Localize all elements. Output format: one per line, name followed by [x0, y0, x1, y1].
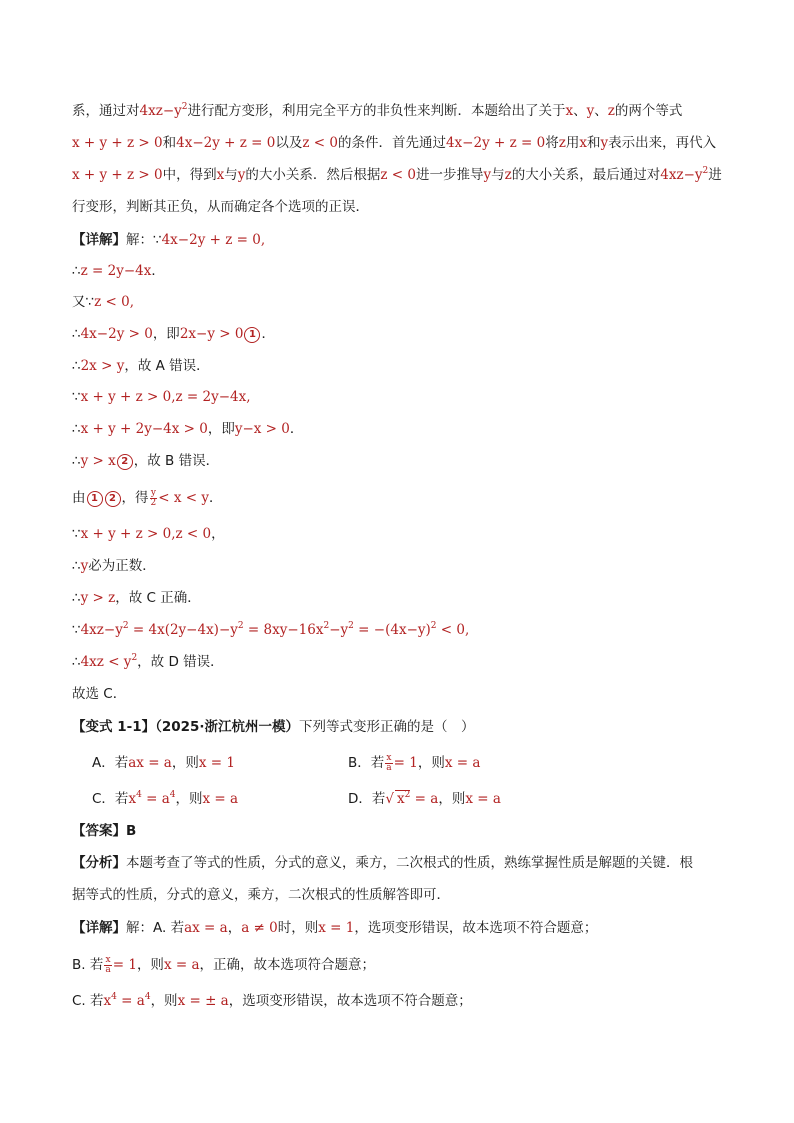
solution-line-3: 又∵z < 0, — [72, 294, 134, 310]
math-expr: y > z — [80, 590, 116, 606]
fraction: $\frac{y}{2}$ — [150, 487, 157, 508]
circled-number: 1 — [244, 327, 260, 343]
math-expr: x + y + z > 0,z = 2y−4x, — [80, 389, 251, 405]
math-expr: 4x−2y + z = 0, — [161, 232, 266, 248]
variant-tag: 【变式 1-1】 — [72, 719, 156, 735]
variant-detail-line-1: 【详解】解：A. 若ax = a，a ≠ 0时，则x = 1，选项变形错误，故本选项不符合题意； — [72, 920, 598, 936]
analysis-line-2: x + y + z > 0和4x−2y + z = 0以及z < 0的条件．首先通过4x−2y + z = 0将z用x和y表示出来，再代入 — [72, 135, 717, 151]
analysis-line-4: 行变形，判断其正负，从而确定各个选项的正误． — [72, 199, 369, 215]
variant-header — [72, 716, 727, 738]
solution-line-8: ∴y > x 2 ，故 B 错误． — [72, 453, 220, 469]
math-expr: z < 0 — [380, 167, 416, 183]
math-expr: y > x — [80, 453, 116, 469]
solution-line-12: ∴y > z，故 C 正确． — [72, 590, 201, 606]
math-expr: z < 0 — [302, 135, 338, 151]
detail-label: 【详解】 — [72, 920, 126, 936]
variant-detail-line-2: B. 若 $\frac{x}{a}$ = 1，则x = a，正确，故本选项符合题意； — [72, 954, 375, 975]
answer-value: B — [126, 823, 137, 839]
variant-analysis-line-1: 【分析】本题考查了等式的性质，分式的意义，乘方，二次根式的性质，熟练掌握性质是解题的关键．根 — [72, 855, 693, 871]
math-expr: x + y + 2y−4x > 0 — [80, 421, 208, 437]
math-expr: 4x−2y > 0 — [80, 326, 153, 342]
option-d: D．若√ $x^2 = a$，则x = a — [348, 790, 501, 807]
option-a: A．若ax = a，则x = 1 — [92, 755, 235, 771]
analysis-line-3: x + y + z > 0中，得到x与y的大小关系．然后根据z < 0进一步推导y与z的大小关系，最后通过对$4xz-y^2$进 — [72, 166, 722, 183]
math-expr: x + y + z > 0 — [72, 135, 163, 151]
circled-number: 1 — [87, 491, 103, 507]
math-var: x — [565, 103, 574, 119]
math-expr: $4xz-y^2$ — [139, 102, 188, 119]
answer-line — [72, 820, 727, 842]
math-expr: < x < y — [158, 490, 209, 506]
variant-question: 下列等式变形正确的是（ ） — [299, 719, 475, 735]
math-expr: y−x > 0 — [234, 421, 290, 437]
text: 进行配方变形，利用完全平方的非负性来判断．本题给出了关于 — [187, 103, 566, 119]
text: 的两个等式 — [614, 103, 683, 119]
solution-line-6: ∵x + y + z > 0,z = 2y−4x, — [72, 389, 251, 405]
math-expr: $4xz-y^2 = 4x(2y-4x)-y^2 = 8xy-16x^2-y^2 = -(4x-y)^2 < 0$, — [80, 621, 470, 638]
math-expr: z < 0, — [94, 294, 134, 310]
sqrt-expr: √ $x^2 = a$ — [385, 790, 439, 807]
variant-detail-line-3: C. 若$x^4 = a^4$，则x = ± a，选项变形错误，故本选项不符合题意； — [72, 992, 472, 1009]
circled-number: 2 — [105, 491, 121, 507]
solution-line-11: ∴y必为正数． — [72, 558, 156, 574]
circled-number: 2 — [117, 454, 133, 470]
variant-analysis-line-2: 据等式的性质，分式的意义，乘方，二次根式的性质解答即可． — [72, 887, 450, 903]
math-var: y — [586, 103, 595, 119]
math-expr: $4xz-y^2$ — [660, 166, 709, 183]
fraction: $\frac{x}{a}$ — [105, 954, 111, 975]
variant-source: （2025·浙江杭州一模） — [155, 719, 300, 735]
math-expr: 2x > y — [80, 358, 125, 374]
solution-line-13: $\because 4xz-y^2 = 4x(2y-4x)-y^2 = 8xy-16x^2-y^2 = -(4x-y)^2 < 0$, — [72, 621, 470, 638]
text: 系，通过对 — [72, 103, 140, 119]
solution-conclusion: 故选 C． — [72, 686, 127, 702]
analysis-label: 【分析】 — [72, 855, 126, 871]
math-expr: 4x−2y + z = 0 — [176, 135, 276, 151]
solution-line-14: ∴4xz < $y^2$，故 D 错误． — [72, 653, 224, 670]
fraction: $\frac{x}{a}$ — [386, 752, 392, 773]
answer-label: 【答案】 — [72, 823, 126, 839]
solution-line-9: 由 1 2 ，得 $\frac{y}{2}$ < x < y． — [72, 487, 223, 508]
solution-line-10: ∵x + y + z > 0,z < 0， — [72, 526, 225, 542]
math-expr: z = 2y−4x — [80, 263, 152, 279]
math-expr: 4x−2y + z = 0 — [445, 135, 546, 151]
math-expr: 2x−y > 0 — [179, 326, 244, 342]
analysis-line-1: 系，通过对$4xz-y^2$进行配方变形，利用完全平方的非负性来判断．本题给出了关于x、y、z的两个等式 — [72, 102, 683, 119]
option-c: C．若$x^4 = a^4$，则x = a — [92, 790, 239, 807]
detail-label: 【详解】 — [72, 232, 126, 248]
math-expr: x + y + z > 0,z < 0 — [80, 526, 212, 542]
solution-line-1: 【详解】解：∵4x−2y + z = 0, — [72, 232, 266, 248]
option-b: B．若 $\frac{x}{a}$ = 1，则x = a — [348, 752, 481, 773]
solution-line-7: ∴x + y + 2y−4x > 0，即y−x > 0． — [72, 421, 304, 437]
math-expr: $4xz < y^2$ — [80, 653, 138, 670]
math-var: z — [607, 103, 615, 119]
math-expr: x + y + z > 0 — [72, 167, 163, 183]
solution-line-4: ∴4x−2y > 0，即2x−y > 0 1 ． — [72, 326, 275, 342]
solution-line-2: ∴z = 2y−4x． — [72, 263, 165, 279]
solution-line-5: ∴2x > y，故 A 错误． — [72, 358, 210, 374]
